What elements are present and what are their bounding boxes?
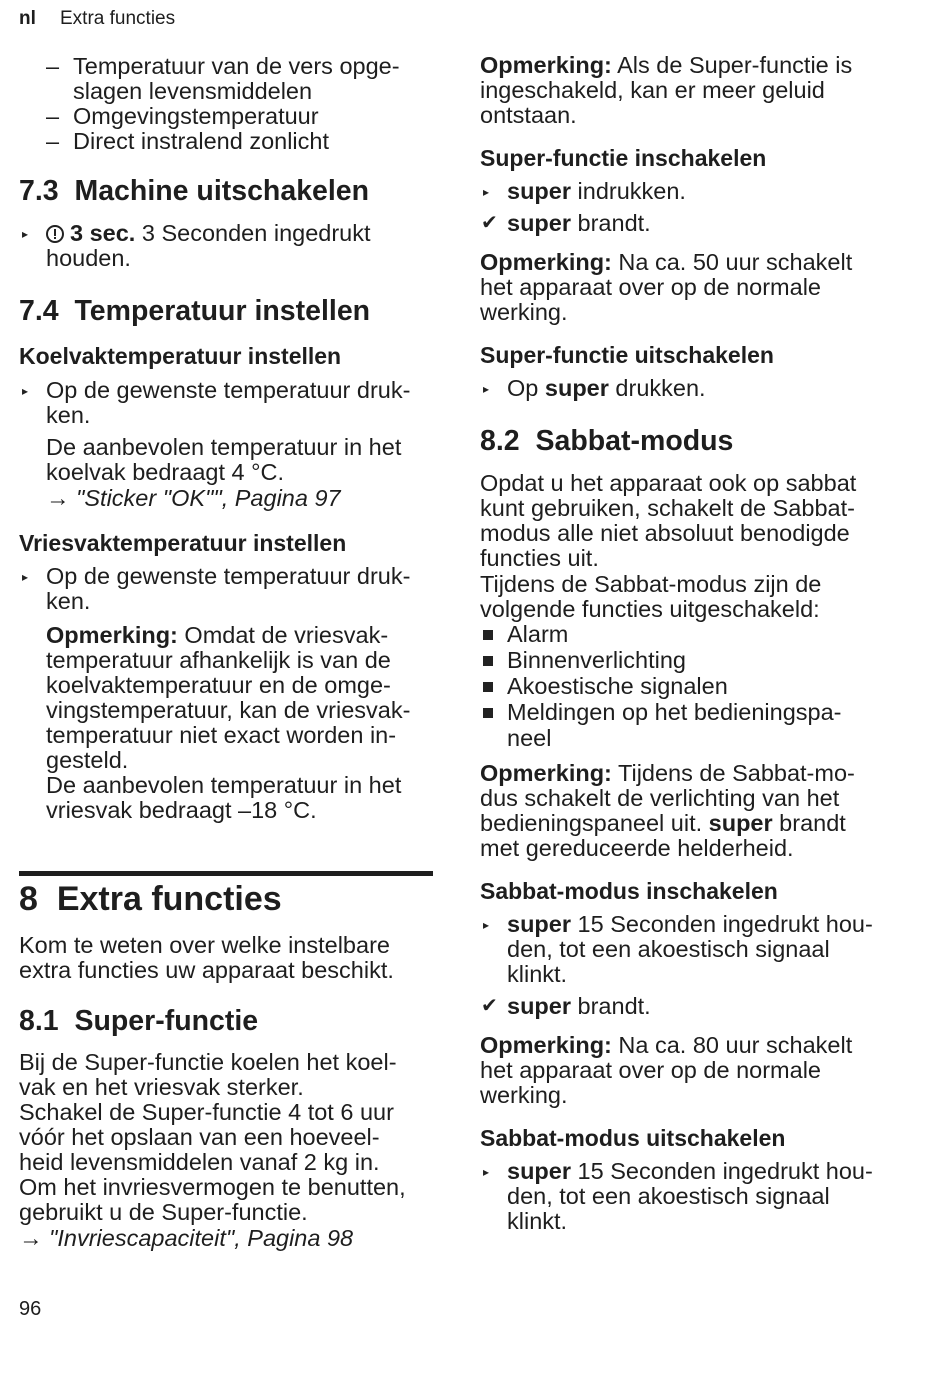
button-name: super [507,178,571,204]
body-line: Opdat u het apparaat ook op sabbat [480,470,857,496]
step-arrow-icon: ▸ [22,570,29,584]
note-line: temperatuur niet exact worden in- [46,722,397,748]
subheading: Sabbat-modus inschakelen [480,878,778,904]
step-line: Op de gewenste temperatuur druk- [46,377,411,403]
result-line [507,211,651,236]
reference-link[interactable]: "Invriescapaciteit", Pagina 98 [49,1225,354,1251]
step-arrow-icon: ▸ [483,918,490,932]
step-text: drukken. [608,375,706,401]
body-line: Tijdens de Sabbat-modus zijn de [480,571,822,597]
body-line: Bij de Super-functie koelen het koel- [19,1049,397,1075]
list-item: slagen levensmiddelen [73,78,313,104]
subheading: Vriesvaktemperatuur instellen [19,530,347,556]
note-line: gesteld. [46,747,129,773]
step-line [507,912,873,937]
note-line: koelvaktemperatuur en de omge- [46,672,391,698]
reference-link[interactable]: "Sticker "OK"", Pagina 97 [76,485,341,511]
body-line: vóór het opslaan van een hoeveel- [19,1124,380,1150]
dash-icon: – [46,103,60,129]
note-line: werking. [480,1082,568,1108]
step-text: Op [507,375,545,401]
note-label: Opmerking: [46,622,178,648]
button-name: super [544,375,609,401]
list-item: Meldingen op het bedieningspa- [507,699,842,725]
note-line [480,250,852,275]
note-text: Omdat de vriesvak- [177,622,389,648]
note-label: Opmerking: [480,1032,612,1058]
chapter-number: 8 [19,880,38,918]
step-line: ken. [46,402,91,428]
subheading: Sabbat-modus uitschakelen [480,1125,786,1151]
note-line [46,623,388,648]
step-line [46,221,371,246]
note-line [480,53,852,78]
note-line: ingeschakeld, kan er meer geluid [480,77,825,103]
body-line: vak en het vriesvak sterker. [19,1074,304,1100]
info-line: koelvak bedraagt 4 °C. [46,459,285,485]
section-heading-8-2 [480,425,733,457]
note-line: het apparaat over op de normale [480,1057,821,1083]
list-item: Akoestische signalen [507,673,728,699]
list-item: Temperatuur van de vers opge- [73,53,400,79]
section-title: Super-functie [74,1005,259,1037]
note-line: het apparaat over op de normale [480,274,821,300]
square-bullet-icon [483,630,493,640]
note-line [480,1033,852,1058]
intro-line: extra functies uw apparaat beschikt. [19,957,394,983]
subheading: Koelvaktemperatuur instellen [19,343,342,369]
step-line: houden. [46,245,131,271]
step-line: den, tot een akoestisch signaal [507,1183,830,1209]
body-line: functies uit. [480,545,599,571]
body-line: volgende functies uitgeschakeld: [480,596,820,622]
result-text: brandt. [571,993,651,1019]
power-button-icon [46,225,64,243]
square-bullet-icon [483,708,493,718]
step-line: den, tot een akoestisch signaal [507,936,830,962]
note-text: Als de Super-functie is [611,52,853,78]
list-item: Binnenverlichting [507,647,686,673]
body-line: kunt gebruiken, schakelt de Sabbat- [480,495,855,521]
note-line: De aanbevolen temperatuur in het [46,772,402,798]
cross-reference[interactable] [19,1226,353,1251]
arrow-right-icon: → [19,1225,43,1251]
step-bold: 3 sec. [70,220,136,246]
section-number: 8.1 [19,1005,59,1037]
chapter-heading [19,880,282,918]
chapter-title: Extra functies [56,880,282,918]
note-line: ontstaan. [480,102,577,128]
list-item: Omgevingstemperatuur [73,103,319,129]
step-text: indrukken. [571,178,686,204]
note-text: bedieningspaneel uit. [480,810,709,836]
step-line: ken. [46,588,91,614]
step-text: 15 Seconden ingedrukt hou- [571,911,873,937]
note-line [480,811,846,836]
result-text: brandt. [571,210,651,236]
step-line: Op de gewenste temperatuur druk- [46,563,411,589]
step-line: klinkt. [507,961,568,987]
step-text: 3 Seconden ingedrukt [135,220,371,246]
button-name: super [507,1158,571,1184]
list-item: Direct instralend zonlicht [73,128,329,154]
result-line [507,994,651,1019]
body-line: Om het invriesvermogen te benutten, [19,1174,406,1200]
section-heading-7-4 [19,295,370,327]
square-bullet-icon [483,656,493,666]
body-line: Schakel de Super-functie 4 tot 6 uur [19,1099,394,1125]
body-line: gebruikt u de Super-functie. [19,1199,308,1225]
step-arrow-icon: ▸ [483,1165,490,1179]
section-title: Temperatuur instellen [74,295,371,327]
list-item: neel [507,725,552,751]
chapter-rule [19,871,433,876]
dash-icon: – [46,128,60,154]
list-item: Alarm [507,621,569,647]
note-text: Na ca. 50 uur schakelt [611,249,853,275]
section-heading-7-3 [19,175,369,207]
arrow-right-icon: → [46,485,70,511]
intro-line: Kom te weten over welke instelbare [19,932,390,958]
note-label: Opmerking: [480,760,612,786]
step-arrow-icon: ▸ [22,384,29,398]
subheading: Super-functie inschakelen [480,145,767,171]
note-text: Tijdens de Sabbat-mo- [611,760,855,786]
subheading: Super-functie uitschakelen [480,342,774,368]
section-title: Machine uitschakelen [74,175,370,207]
checkmark-icon: ✔ [481,212,498,234]
button-name: super [507,911,571,937]
note-line: vingstemperatuur, kan de vriesvak- [46,697,411,723]
note-label: Opmerking: [480,249,612,275]
step-arrow-icon: ▸ [22,227,29,241]
note-label: Opmerking: [480,52,612,78]
note-line [480,761,855,786]
page-number: 96 [19,1298,42,1320]
step-line [507,376,706,401]
button-name: super [507,993,571,1019]
step-arrow-icon: ▸ [483,185,490,199]
step-line [507,1159,873,1184]
button-name: super [507,210,571,236]
note-line: dus schakelt de verlichting van het [480,785,840,811]
dash-icon: – [46,53,60,79]
note-line: temperatuur afhankelijk is van de [46,647,391,673]
language-code: nl [19,8,36,29]
checkmark-icon: ✔ [481,995,498,1017]
section-heading-8-1 [19,1005,258,1037]
step-text: 15 Seconden ingedrukt hou- [571,1158,873,1184]
section-number: 7.4 [19,295,59,327]
body-line: heid levensmiddelen vanaf 2 kg in. [19,1149,380,1175]
section-title: Sabbat-modus [535,425,734,457]
section-number: 7.3 [19,175,59,207]
step-line: klinkt. [507,1208,568,1234]
note-line: werking. [480,299,568,325]
cross-reference[interactable] [46,486,341,511]
note-text: Na ca. 80 uur schakelt [611,1032,853,1058]
square-bullet-icon [483,682,493,692]
body-line: modus alle niet absoluut benodigde [480,520,850,546]
note-line: met gereduceerde helderheid. [480,835,794,861]
section-number: 8.2 [480,425,520,457]
note-line: vriesvak bedraagt –18 °C. [46,797,317,823]
button-name: super [708,810,773,836]
step-arrow-icon: ▸ [483,382,490,396]
info-line: De aanbevolen temperatuur in het [46,434,402,460]
header-title: Extra functies [60,8,176,29]
note-text: brandt [772,810,846,836]
step-line [507,179,686,204]
